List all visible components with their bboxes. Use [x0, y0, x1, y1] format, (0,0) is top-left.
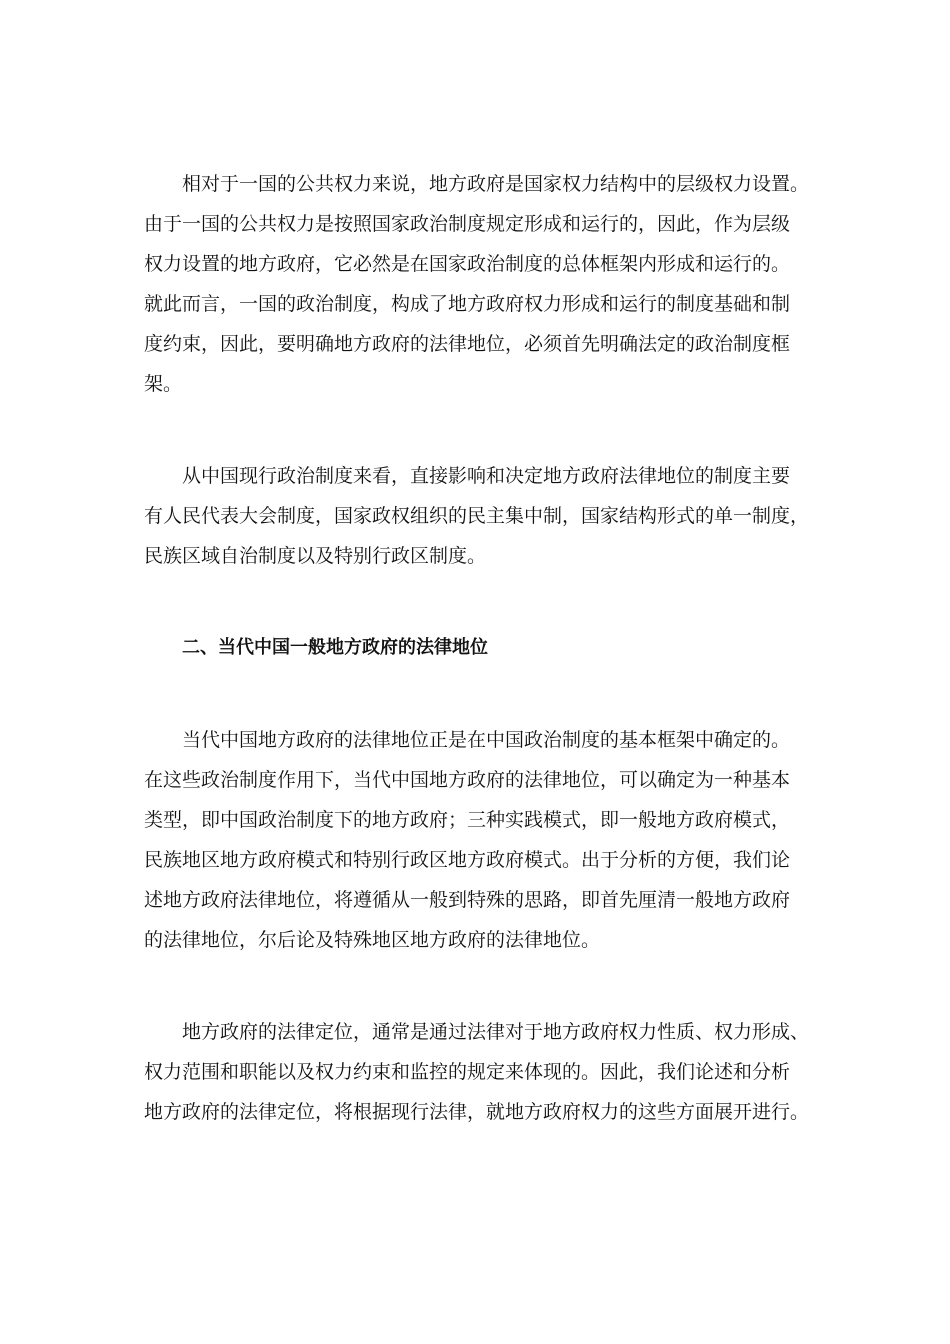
paragraph-line: 由于一国的公共权力是按照国家政治制度规定形成和运行的，因此，作为层级 — [144, 213, 791, 235]
paragraph-line: 度约束，因此，要明确地方政府的法律地位，必须首先明确法定的政治制度框 — [144, 333, 791, 355]
paragraph-line: 的法律地位，尔后论及特殊地区地方政府的法律地位。 — [144, 929, 601, 951]
paragraph-line: 地方政府的法律定位，将根据现行法律，就地方政府权力的这些方面展开进行。 — [144, 1101, 810, 1123]
paragraph-legal-positioning — [144, 1012, 810, 1132]
paragraph-line: 民族地区地方政府模式和特别行政区地方政府模式。出于分析的方便，我们论 — [144, 849, 791, 871]
paragraph-spacer — [144, 960, 806, 1012]
paragraph-line: 架。 — [144, 373, 183, 395]
paragraph-line: 从中国现行政治制度来看，直接影响和决定地方政府法律地位的制度主要 — [182, 465, 791, 487]
paragraph-line: 权力设置的地方政府，它必然是在国家政治制度的总体框架内形成和运行的。 — [144, 253, 791, 275]
paragraph-line: 述地方政府法律地位，将遵循从一般到特殊的思路，即首先厘清一般地方政府 — [144, 889, 791, 911]
paragraph-line: 地方政府的法律定位，通常是通过法律对于地方政府权力性质、权力形成、 — [182, 1021, 810, 1043]
paragraph-legal-status-types — [144, 720, 806, 960]
paragraph-line: 当代中国地方政府的法律地位正是在中国政治制度的基本框架中确定的。 — [182, 729, 791, 751]
document-body — [144, 164, 810, 1132]
section-heading: 二、当代中国一般地方政府的法律地位 — [182, 637, 488, 658]
paragraph-political-system-framework — [144, 164, 810, 404]
paragraph-line: 就此而言，一国的政治制度，构成了地方政府权力形成和运行的制度基础和制 — [144, 293, 791, 315]
paragraph-line: 类型，即中国政治制度下的地方政府；三种实践模式，即一般地方政府模式， — [144, 809, 791, 831]
paragraph-line: 民族区域自治制度以及特别行政区制度。 — [144, 545, 487, 567]
paragraph-line: 权力范围和职能以及权力约束和监控的规定来体现的。因此，我们论述和分析 — [144, 1061, 791, 1083]
paragraph-spacer — [144, 576, 806, 628]
paragraph-line: 有人民代表大会制度，国家政权组织的民主集中制，国家结构形式的单一制度， — [144, 505, 810, 527]
paragraph-current-political-system — [144, 456, 810, 576]
paragraph-line: 相对于一国的公共权力来说，地方政府是国家权力结构中的层级权力设置。 — [182, 173, 810, 195]
paragraph-spacer — [144, 668, 806, 720]
paragraph-spacer — [144, 404, 806, 456]
paragraph-line: 在这些政治制度作用下，当代中国地方政府的法律地位，可以确定为一种基本 — [144, 769, 791, 791]
